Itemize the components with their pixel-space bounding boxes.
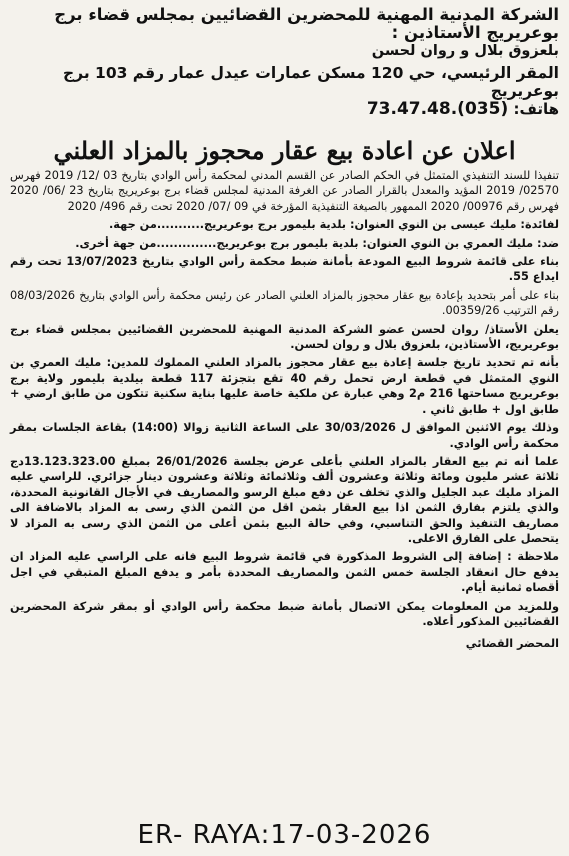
phone-number: (035).73.47.48: [366, 99, 509, 119]
company-name: الشركة المدنية المهنية للمحضرين القضائيين بمجلس قضاء برج بوعريريج الأستاذين :: [54, 5, 559, 42]
paragraph-debtor: ضد: مليك العمري بن النوي العنوان: بلدية بليمور برج بوعريريج..............من جهة أخرى.: [75, 236, 559, 250]
paragraph-beneficiary: لفائدة: مليك عيسى بن النوي العنوان: بلدية بليمور برج بوعريريج...........من جهة.: [108, 218, 559, 232]
announcement-title: اعلان عن اعادة بيع عقار محجوز بالمزاد العلني: [53, 136, 516, 165]
paragraph-announcer: يعلن الأستاذ/ روان لحسن عضو الشركة المدنية المهنية للمحضرين القضائيين بمجلس قضاء برج بوعريريج، الأستاذين، بلعزوق بلال و روان لحسن.: [10, 322, 559, 352]
phone-line: [10, 100, 559, 118]
phone-label: هاتف:: [513, 100, 559, 118]
head-office-address: المقر الرئيسي، حي 120 مسكن عمارات عيدل عمار رقم 103 برج بوعريريج: [63, 64, 559, 100]
paragraph-order: بناء على أمر بتحديد بإعادة بيع عقار محجوز بالمزاد العلني الصادر عن رئيس محكمة رأس الوادي بتاريخ 08/03/2026 رقم الترتيب 00359/26.: [10, 288, 559, 318]
paragraph-session-date: وذلك يوم الاثنين الموافق ل 30/03/2026 على الساعة الثانية زوالا (14:00) بقاعة الجلسات بمقر محكمة رأس الوادي.: [10, 421, 559, 450]
paragraph-conditions: بناء على قائمة شروط البيع المودعة بأمانة ضبط محكمة رأس الوادي بتاريخ 13/07/2023 تحت رقم ايداع 55.: [10, 255, 559, 284]
paragraph-contact: وللمزيد من المعلومات يمكن الاتصال بأمانة ضبط محكمة رأس الوادي أو بمقر شركة المحضرين القضائيين المذكور أعلاه.: [10, 599, 559, 628]
paragraph-note: ملاحظة : إضافة إلى الشروط المذكورة في قائمة شروط البيع فانه على الراسي عليه المزاد ان يدفع حال انعقاد الجلسة خمس الثمن والمصاريف المحددة بأمر و يدفع المبلغ المتبقي في اجل أقصاه ثمانية أيام.: [10, 550, 559, 595]
bailiff-names: بلعزوق بلال و روان لحسن: [371, 43, 559, 59]
newspaper-footer: ER- RAYA:17-03-2026: [137, 820, 432, 850]
paragraph-enforcement: تنفيذا للسند التنفيذي المتمثل في الحكم الصادر عن القسم المدني لمحكمة رأس الوادي بتاريخ 03 /12/ 2019 فهرس 02570/ 2019 المؤيد والمعدل بالقرار الصادر عن الغرفة المدنية لمجلس قضاء برج بوعريريج بتاريخ 23 /06/ 2020 فهرس رقم 00976/ 2020 الممهور بالصيغة التنفيذية المؤرخة في 09 /07/ 2020 تحت رقم 496/ 2020: [10, 169, 559, 213]
paragraph-property: بأنه تم تحديد تاريخ جلسة إعادة بيع عقار محجوز بالمزاد العلني المملوك للمدين: مليك العمري بن النوي المتمثل في قطعة ارض تحمل رقم 40 تقع بتجزئة 117 قطعة بيلدية بليمور ولاية برج بوعريريج مساحتها 216 م2 وهي عبارة عن ملكية خاصة عليها بناية سكنية تتكون من طابق ارضي + طابق اول + طابق ثاني .: [10, 356, 559, 416]
signature: المحضر القضائي: [465, 637, 559, 651]
paragraph-previous-sale: علما أنه تم بيع العقار بالمزاد العلني بأعلى عرض بجلسة 26/01/2026 بمبلغ 13.123.323.00دج ثلاثة عشر مليون ومائة وثلاثة وعشرون ألف وثلاثمائة وثلاثة وعشرون دينار جزائري. للراسي عليه المزاد مليك عبد الجليل والذي تخلف عن دفع مبلغ الرسو والمصاريف في الأجال القانونية المحددة، والذي يلتزم بفارق الثمن اذا بيع العقار بثمن اقل من الثمن الذي رسى به المزاد بالاضافة الى مصاريف التنفيذ والحق التناسبي، وفي حالة البيع بثمن أعلى من الثمن الذي رسى به المزاد لا يتحصل على الفارق الاعلى.: [10, 454, 559, 545]
